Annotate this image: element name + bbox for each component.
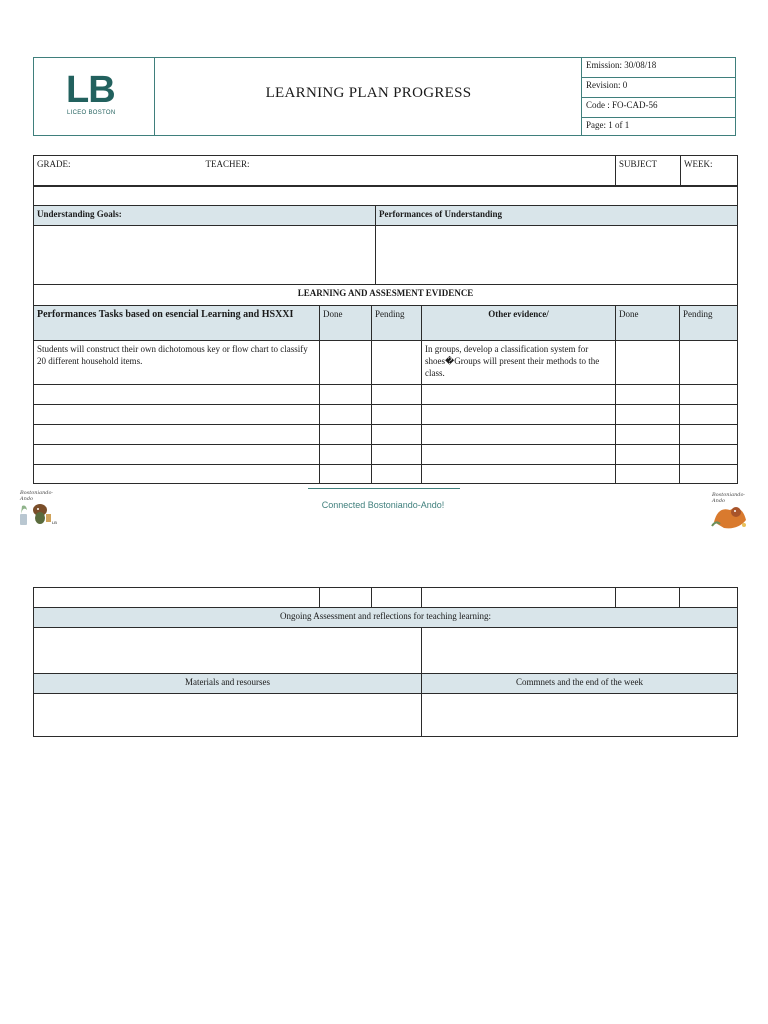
row1-done2 bbox=[616, 341, 680, 385]
ongoing-assessment-header: Ongoing Assessment and reflections for teaching learning: bbox=[34, 608, 738, 628]
document-title: LEARNING PLAN PROGRESS bbox=[265, 85, 472, 101]
logo-cell bbox=[34, 58, 155, 135]
mascot-right bbox=[708, 492, 752, 532]
row1-pending2 bbox=[680, 341, 738, 385]
blank-row bbox=[34, 186, 738, 206]
table-row bbox=[34, 385, 738, 405]
col-pending-header: Pending bbox=[372, 306, 422, 341]
understanding-goals-header: Understanding Goals: bbox=[34, 206, 376, 226]
small-lb-mark: LB bbox=[52, 520, 57, 525]
col-other-header: Other evidence/ bbox=[422, 306, 616, 341]
footer-tagline: Connected Bostoniando-Ando! bbox=[321, 500, 445, 510]
grade-label: GRADE: bbox=[37, 159, 71, 169]
logo-subtitle: LICEO BOSTON bbox=[67, 110, 116, 116]
liceo-boston-logo: LB bbox=[66, 69, 115, 111]
row1-task: Students will construct their own dichotomous key or flow chart to classify 20 different household items. bbox=[34, 341, 320, 385]
col-tasks-header: Performances Tasks based on esencial Learning and HSXXI bbox=[34, 306, 320, 341]
title-cell bbox=[155, 58, 582, 135]
goals-table bbox=[33, 185, 738, 285]
subject-label: SUBJECT bbox=[616, 156, 681, 187]
document-header bbox=[33, 57, 736, 136]
materials-cell bbox=[34, 694, 422, 737]
table-row bbox=[34, 588, 738, 608]
row1-done bbox=[320, 341, 372, 385]
info-table bbox=[33, 155, 738, 187]
evidence-table bbox=[33, 284, 738, 484]
grade-teacher-cell bbox=[34, 156, 616, 187]
row1-other: In groups, develop a classification system for shoes�Groups will present their methods to the class. bbox=[422, 341, 616, 385]
col-pending2-header: Pending bbox=[680, 306, 738, 341]
meta-code: Code : FO-CAD-56 bbox=[582, 98, 735, 118]
performances-header: Performances of Understanding bbox=[376, 206, 738, 226]
evidence-title: LEARNING AND ASSESMENT EVIDENCE bbox=[34, 285, 738, 306]
understanding-goals-cell bbox=[34, 226, 376, 285]
comments-cell bbox=[422, 694, 738, 737]
comments-header: Commnets and the end of the week bbox=[422, 674, 738, 694]
col-done-header: Done bbox=[320, 306, 372, 341]
col-done2-header: Done bbox=[616, 306, 680, 341]
performances-cell bbox=[376, 226, 738, 285]
materials-header: Materials and resourses bbox=[34, 674, 422, 694]
meta-emission: Emission: 30/08/18 bbox=[582, 58, 735, 78]
mascot-left bbox=[18, 488, 62, 530]
table-row bbox=[34, 425, 738, 445]
table-row bbox=[34, 465, 738, 484]
document-meta bbox=[582, 58, 735, 135]
mascot-left-script: Bostoniando-Ando bbox=[20, 490, 54, 502]
ongoing-left-cell bbox=[34, 628, 422, 674]
table-row bbox=[34, 405, 738, 425]
ongoing-right-cell bbox=[422, 628, 738, 674]
teacher-label: TEACHER: bbox=[205, 159, 250, 169]
meta-revision: Revision: 0 bbox=[582, 78, 735, 98]
mascot-right-script: Bostoniando-Ando bbox=[712, 492, 746, 504]
reflection-table bbox=[33, 587, 738, 737]
footer-divider bbox=[308, 488, 460, 489]
table-row bbox=[34, 445, 738, 465]
mascot-right-icon bbox=[708, 492, 752, 532]
meta-page: Page: 1 of 1 bbox=[586, 120, 630, 130]
week-label: WEEK: bbox=[681, 156, 738, 187]
row1-pending bbox=[372, 341, 422, 385]
